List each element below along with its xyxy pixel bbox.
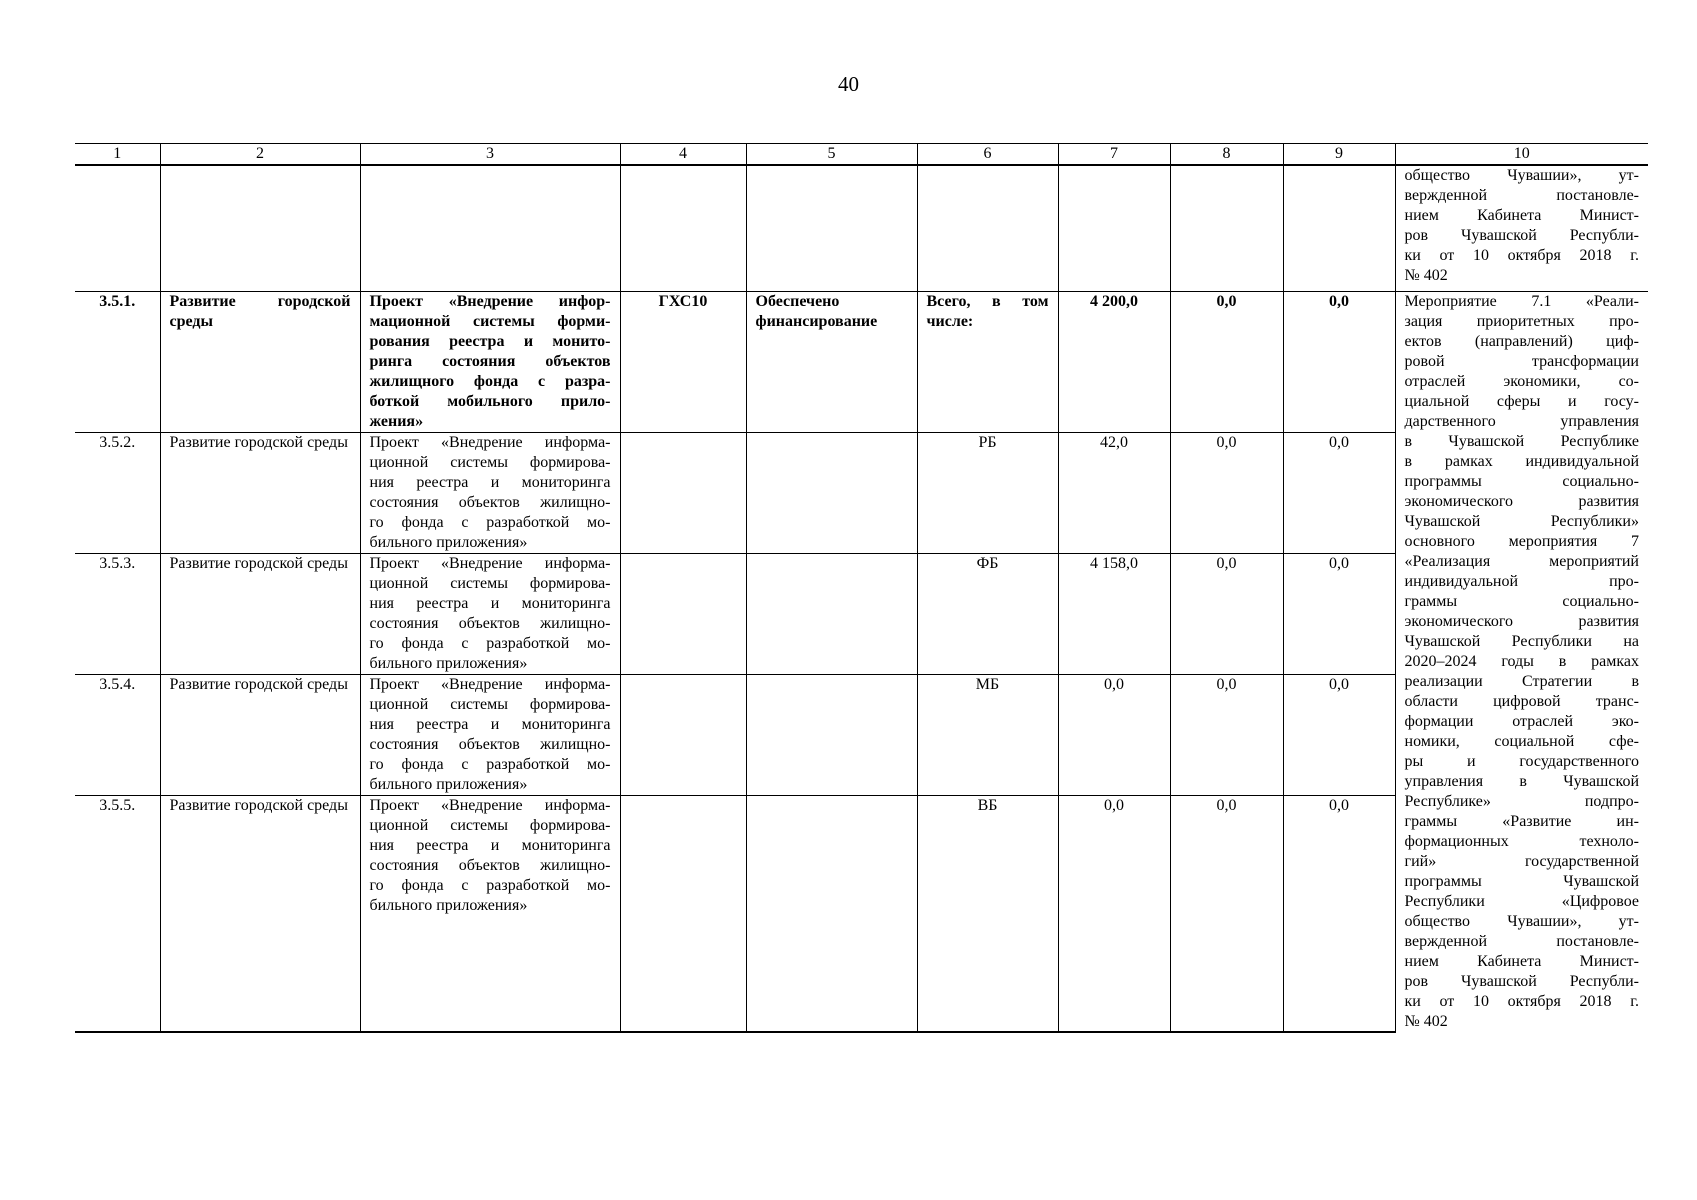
text-line: Проект «Внедрение информа- — [369, 433, 611, 451]
text-line: Проект «Внедрение информа- — [369, 675, 611, 693]
result-cell: Обеспечено финансирование — [746, 291, 917, 432]
text-line: го фонда с разработкой мо- — [369, 634, 611, 652]
text-line: Чувашской Республики на — [1404, 632, 1639, 650]
text-line: программы социально- — [1404, 472, 1639, 490]
source-cell: ФБ — [917, 553, 1058, 674]
direction-cell: Развитие городской среды — [160, 432, 360, 553]
value-cell: 0,0 — [1283, 795, 1395, 1032]
row-number: 3.5.1. — [75, 291, 160, 432]
text-line: бильного приложения» — [369, 775, 528, 793]
value-cell: 0,0 — [1283, 291, 1395, 432]
row-number: 3.5.2. — [75, 432, 160, 553]
text-line: Проект «Внедрение информа- — [369, 796, 611, 814]
text-line: циальной сферы и госу- — [1404, 392, 1639, 410]
code-cell — [620, 553, 746, 674]
value-cell: 0,0 — [1170, 553, 1283, 674]
project-cell — [360, 795, 620, 1032]
text-line: реализации Стратегии в — [1404, 672, 1639, 690]
text-line: состояния объектов жилищно- — [369, 614, 611, 632]
result-cell — [746, 432, 917, 553]
text-line: нием Кабинета Минист- — [1404, 207, 1639, 224]
text-line: области цифровой транс- — [1404, 692, 1639, 710]
column-header: 5 — [746, 144, 917, 166]
value-cell: 0,0 — [1283, 674, 1395, 795]
text-line: ния реестра и мониторинга — [369, 473, 611, 491]
text-line: общество Чувашии», ут- — [1404, 912, 1639, 930]
text-line: формации отраслей эко- — [1404, 712, 1639, 730]
text-line: ния реестра и мониторинга — [369, 715, 611, 733]
text-line: зация приоритетных про- — [1404, 312, 1639, 330]
code-cell: ГХС10 — [620, 291, 746, 432]
row-number: 3.5.3. — [75, 553, 160, 674]
row-number: 3.5.5. — [75, 795, 160, 1032]
column-header: 7 — [1058, 144, 1170, 166]
column-header: 8 — [1170, 144, 1283, 166]
value-cell: 0,0 — [1170, 432, 1283, 553]
row-number: 3.5.4. — [75, 674, 160, 795]
text-line: ки от 10 октября 2018 г. — [1404, 992, 1639, 1010]
text-line: рования реестра и монито- — [369, 332, 611, 350]
text-line: мационной системы форми- — [369, 312, 611, 330]
text-line: ринга состояния объектов — [369, 352, 611, 370]
project-cell — [360, 291, 620, 432]
text-line: бильного приложения» — [369, 533, 528, 551]
code-cell — [620, 674, 746, 795]
text-line: «Реализация мероприятий — [1404, 552, 1639, 570]
value-cell: 0,0 — [1283, 553, 1395, 674]
direction-cell: Развитие городской среды — [160, 291, 360, 432]
text-line: го фонда с разработкой мо- — [369, 755, 611, 773]
column-header: 4 — [620, 144, 746, 166]
result-cell — [746, 553, 917, 674]
text-line: ционной системы формирова- — [369, 816, 611, 834]
text-line: Республике» подпро- — [1404, 792, 1639, 810]
text-line: состояния объектов жилищно- — [369, 856, 611, 874]
direction-cell: Развитие городской среды — [160, 553, 360, 674]
text-line: ния реестра и мониторинга — [369, 836, 611, 854]
value-cell: 0,0 — [1058, 795, 1170, 1032]
text-line: № 402 — [1404, 1012, 1448, 1030]
table-row — [75, 291, 1648, 432]
text-line: дарственного управления — [1404, 412, 1639, 430]
result-cell — [746, 674, 917, 795]
text-line: бильного приложения» — [369, 654, 528, 672]
text-line: жения» — [369, 412, 424, 430]
column-header: 10 — [1395, 144, 1648, 166]
text-line: граммы «Развитие ин- — [1404, 812, 1639, 830]
text-line: Проект «Внедрение информа- — [369, 554, 611, 572]
text-line: боткой мобильного прило- — [369, 392, 611, 410]
text-line: го фонда с разработкой мо- — [369, 513, 611, 531]
text-line: нием Кабинета Минист- — [1404, 952, 1639, 970]
source-cell: МБ — [917, 674, 1058, 795]
project-cell — [360, 432, 620, 553]
header-row — [75, 144, 1648, 166]
text-line: го фонда с разработкой мо- — [369, 876, 611, 894]
column-header: 2 — [160, 144, 360, 166]
text-line: управления в Чувашской — [1404, 772, 1639, 790]
text-line: № 402 — [1404, 267, 1448, 284]
column-header: 3 — [360, 144, 620, 166]
text-line: Мероприятие 7.1 «Реали- — [1404, 292, 1639, 310]
text-line: ния реестра и мониторинга — [369, 594, 611, 612]
text-line: ционной системы формирова- — [369, 453, 611, 471]
column-header: 6 — [917, 144, 1058, 166]
text-line: ционной системы формирова- — [369, 695, 611, 713]
program-table — [75, 143, 1648, 1033]
text-line: индивидуальной про- — [1404, 572, 1639, 590]
value-cell: 0,0 — [1058, 674, 1170, 795]
text-line: Проект «Внедрение инфор- — [369, 292, 611, 310]
text-line: ров Чувашской Республи- — [1404, 227, 1639, 244]
text-line: гий» государственной — [1404, 852, 1639, 870]
project-cell — [360, 553, 620, 674]
text-line: ки от 10 октября 2018 г. — [1404, 247, 1639, 264]
project-cell — [360, 674, 620, 795]
value-cell: 0,0 — [1170, 795, 1283, 1032]
text-line: состояния объектов жилищно- — [369, 735, 611, 753]
continuation-cell — [1395, 165, 1648, 291]
value-cell: 0,0 — [1283, 432, 1395, 553]
value-cell: 4 158,0 — [1058, 553, 1170, 674]
text-line: экономического развития — [1404, 612, 1639, 630]
page-number: 40 — [838, 72, 859, 96]
result-cell — [746, 795, 917, 1032]
source-cell: Всего, в том числе: — [917, 291, 1058, 432]
text-line: Чувашской Республики» — [1404, 512, 1639, 530]
table-row-continuation — [75, 165, 1648, 291]
text-line: вержденной постановле- — [1404, 187, 1639, 204]
text-line: Республики «Цифровое — [1404, 892, 1639, 910]
text-line: в Чувашской Республике — [1404, 432, 1639, 450]
text-line: отраслей экономики, со- — [1404, 372, 1639, 390]
text-line: в рамках индивидуальной — [1404, 452, 1639, 470]
text-line: формационных техноло- — [1404, 832, 1639, 850]
text-line: граммы социально- — [1404, 592, 1639, 610]
text-line: общество Чувашии», ут- — [1404, 167, 1639, 184]
text-line: ектов (направлений) циф- — [1404, 332, 1639, 350]
text-line: вержденной постановле- — [1404, 932, 1639, 950]
code-cell — [620, 432, 746, 553]
direction-cell: Развитие городской среды — [160, 674, 360, 795]
source-cell: РБ — [917, 432, 1058, 553]
text-line: основного мероприятия 7 — [1404, 532, 1639, 550]
text-line: ровой трансформации — [1404, 352, 1639, 370]
value-cell: 0,0 — [1170, 291, 1283, 432]
value-cell: 0,0 — [1170, 674, 1283, 795]
column-header: 1 — [75, 144, 160, 166]
text-line: номики, социальной сфе- — [1404, 732, 1639, 750]
text-line: бильного приложения» — [369, 896, 528, 914]
direction-cell: Развитие городской среды — [160, 795, 360, 1032]
text-line: жилищного фонда с разра- — [369, 372, 611, 390]
text-line: ры и государственного — [1404, 752, 1639, 770]
text-line: ров Чувашской Республи- — [1404, 972, 1639, 990]
value-cell: 42,0 — [1058, 432, 1170, 553]
value-cell: 4 200,0 — [1058, 291, 1170, 432]
source-cell: ВБ — [917, 795, 1058, 1032]
text-line: экономического развития — [1404, 492, 1639, 510]
column-header: 9 — [1283, 144, 1395, 166]
text-line: 2020–2024 годы в рамках — [1404, 652, 1639, 670]
text-line: ционной системы формирова- — [369, 574, 611, 592]
text-line: программы Чувашской — [1404, 872, 1639, 890]
code-cell — [620, 795, 746, 1032]
text-line: состояния объектов жилищно- — [369, 493, 611, 511]
event-description-cell — [1395, 291, 1648, 1032]
